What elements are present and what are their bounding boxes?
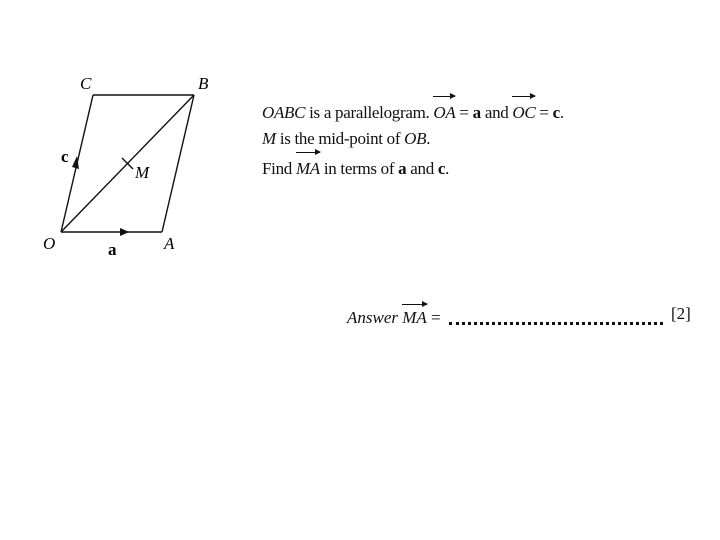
equals: = xyxy=(455,103,473,122)
answer-vector-label: MA xyxy=(402,308,427,327)
question-line-2 xyxy=(262,126,564,152)
vector-arrow-icon xyxy=(512,96,535,101)
vector-c-bold: c xyxy=(552,103,560,122)
vector-c-bold: c xyxy=(437,159,446,178)
question-line-3 xyxy=(262,152,564,182)
label-m: M xyxy=(135,163,150,182)
point-m: M xyxy=(262,129,276,148)
equals: = xyxy=(535,103,553,122)
vector-a-bold: a xyxy=(398,159,407,178)
label-vector-c: c xyxy=(61,147,69,166)
vector-arrow-icon xyxy=(402,304,427,309)
shape-name: OABC xyxy=(262,103,306,122)
vector-oc-label: OC xyxy=(512,103,536,122)
vector-arrow-icon xyxy=(296,152,320,157)
label-b: B xyxy=(198,74,209,93)
vector-oa xyxy=(433,96,455,126)
text-fragment: is a parallelogram. xyxy=(305,103,434,122)
text-fragment: in terms of xyxy=(319,159,399,178)
label-vector-a: a xyxy=(108,240,117,259)
answer-label: Answer xyxy=(347,308,403,327)
answer-equals: = xyxy=(426,308,445,327)
period: . xyxy=(426,129,431,148)
answer-line xyxy=(347,304,663,328)
question-text xyxy=(262,96,564,182)
label-c: C xyxy=(80,74,92,93)
marks-indicator: [2] xyxy=(671,304,691,323)
vector-ma-label: MA xyxy=(295,159,320,178)
vector-oc xyxy=(512,96,535,126)
vector-ma xyxy=(296,152,320,182)
label-a-vertex: A xyxy=(164,234,175,253)
text-and: and xyxy=(406,159,438,178)
text-fragment: is the mid-point of xyxy=(275,129,405,148)
vector-a-bold: a xyxy=(472,103,481,122)
text-and: and xyxy=(480,103,513,122)
vector-arrow-icon xyxy=(433,96,455,101)
period: . xyxy=(445,159,450,178)
vector-oa-label: OA xyxy=(433,103,456,122)
answer-vector-ma xyxy=(402,304,427,328)
arrow-a-icon xyxy=(120,228,129,236)
question-line-1 xyxy=(262,96,564,126)
label-o: O xyxy=(43,234,56,253)
side-ba xyxy=(162,95,194,232)
text-find: Find xyxy=(262,159,296,178)
answer-blank-field[interactable] xyxy=(449,319,663,325)
period: . xyxy=(559,103,564,122)
segment-ob: OB xyxy=(404,129,427,148)
